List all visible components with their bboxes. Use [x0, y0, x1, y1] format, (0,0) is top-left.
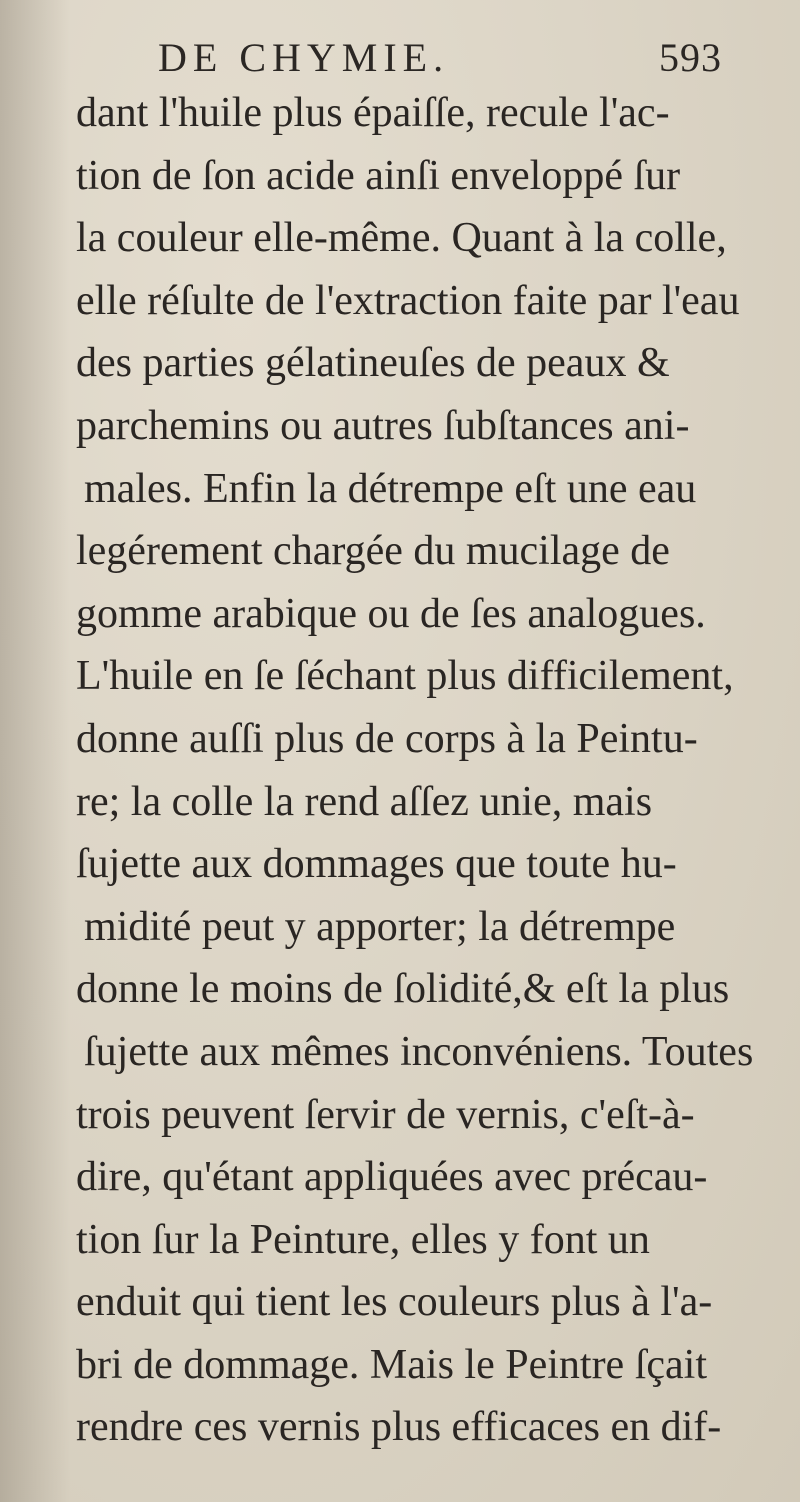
- text-line: parchemins ou autres ſubſtances ani-: [76, 402, 690, 449]
- text-line: gomme arabique ou de ſes analogues.: [76, 590, 706, 637]
- text-line: enduit qui tient les couleurs plus à l'a-: [76, 1279, 713, 1326]
- text-line: L'huile en ſe ſéchant plus difficilement,: [76, 653, 734, 700]
- text-line: donne auſſi plus de corps à la Peintu-: [76, 715, 698, 762]
- running-title: DE CHYMIE.: [158, 35, 450, 80]
- text-line: des parties gélatineuſes de peaux &: [76, 340, 670, 387]
- text-line: trois peuvent ſervir de vernis, c'eſt-à-: [76, 1091, 695, 1138]
- text-line: dant l'huile plus épaiſſe, recule l'ac-: [76, 90, 670, 136]
- text-line: males. Enfin la détrempe eſt une eau: [84, 465, 697, 512]
- text-line: legérement chargée du mucilage de: [76, 528, 670, 575]
- text-line: la couleur elle-même. Quant à la colle,: [76, 215, 727, 262]
- text-line: tion de ſon acide ainſi enveloppé ſur: [76, 152, 681, 199]
- text-line: elle réſulte de l'extraction faite par l'eau: [76, 277, 740, 324]
- text-line: midité peut y apporter; la détrempe: [84, 903, 676, 950]
- text-line: rendre ces vernis plus efficaces en dif-: [76, 1404, 722, 1451]
- text-line: ſujette aux dommages que toute hu-: [76, 841, 677, 888]
- text-line: bri de dommage. Mais le Peintre ſçait: [76, 1341, 707, 1388]
- body-text: [50, 82, 770, 1459]
- running-head: [158, 28, 758, 84]
- text-line: dire, qu'étant appliquées avec précau-: [76, 1154, 708, 1201]
- text-line: ſujette aux mêmes inconvéniens. Toutes: [84, 1028, 754, 1075]
- text-line: re; la colle la rend aſſez unie, mais: [76, 778, 653, 825]
- page-number: 593: [659, 35, 722, 80]
- text-line: donne le moins de ſolidité,& eſt la plus: [76, 966, 730, 1013]
- text-line: tion ſur la Peinture, elles y font un: [76, 1216, 650, 1263]
